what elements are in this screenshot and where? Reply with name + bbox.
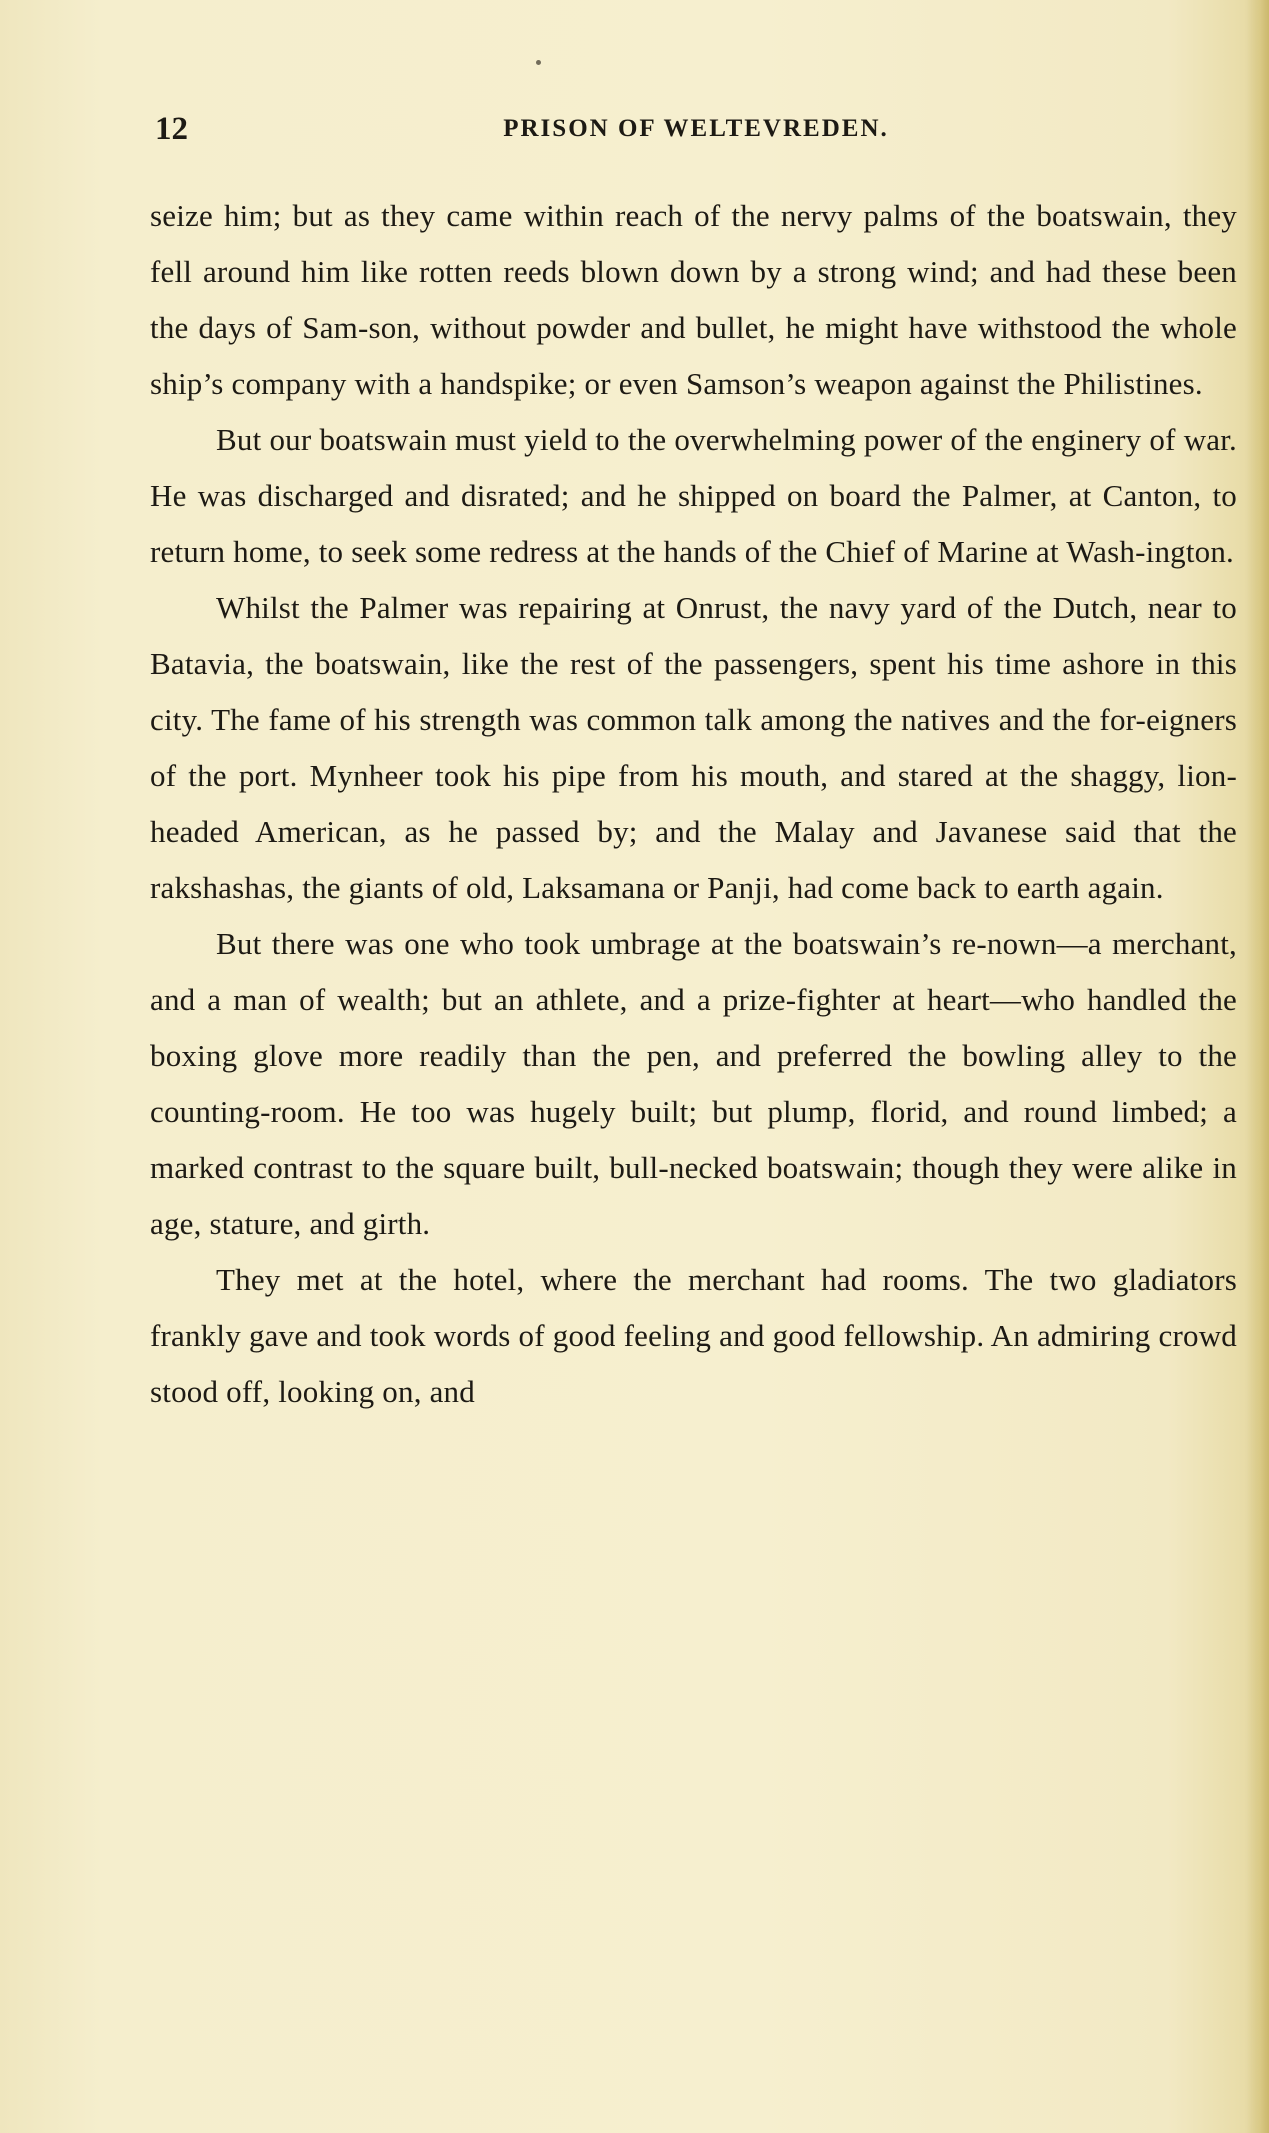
page-header	[155, 105, 1237, 153]
paragraph: Whilst the Palmer was repairing at Onrust, the navy yard of the Dutch, near to Batavia, the boatswain, like the rest of the passengers, spent his time ashore in this city. The fame of his strength was common talk among the natives and the for-eigners of the port. Mynheer took his pipe from his mouth, and stared at the shaggy, lion-headed American, as he passed by; and the Malay and Javanese said that the rakshashas, the giants of old, Laksamana or Panji, had come back to earth again.	[150, 590, 1237, 905]
paragraph: But there was one who took umbrage at the boatswain’s re-nown—a merchant, and a man of wealth; but an athlete, and a prize-fighter at heart—who handled the boxing glove more readily than the pen, and preferred the bowling alley to the counting-room. He too was hugely built; but plump, florid, and round limbed; a marked contrast to the square built, bull-necked boatswain; though they were alike in age, stature, and girth.	[150, 926, 1237, 1241]
page-edge-shadow	[1247, 0, 1269, 2133]
paragraph: They met at the hotel, where the merchant had rooms. The two gladiators frankly gave and took words of good feeling and good fellowship. An admiring crowd stood off, looking on, and	[150, 1262, 1237, 1409]
body-text	[150, 188, 1237, 1420]
paragraph: But our boatswain must yield to the overwhelming power of the enginery of war. He was discharged and disrated; and he shipped on board the Palmer, at Canton, to return home, to seek some redress at the hands of the Chief of Marine at Wash-ington.	[150, 422, 1237, 569]
print-speck	[536, 60, 541, 65]
paragraph: seize him; but as they came within reach of the nervy palms of the boatswain, they fell around him like rotten reeds blown down by a strong wind; and had these been the days of Sam-son, without powder and bullet, he might have withstood the whole ship’s company with a handspike; or even Samson’s weapon against the Philistines.	[150, 198, 1237, 401]
page-number: 12	[155, 111, 188, 147]
running-head: PRISON OF WELTEVREDEN.	[503, 115, 889, 142]
